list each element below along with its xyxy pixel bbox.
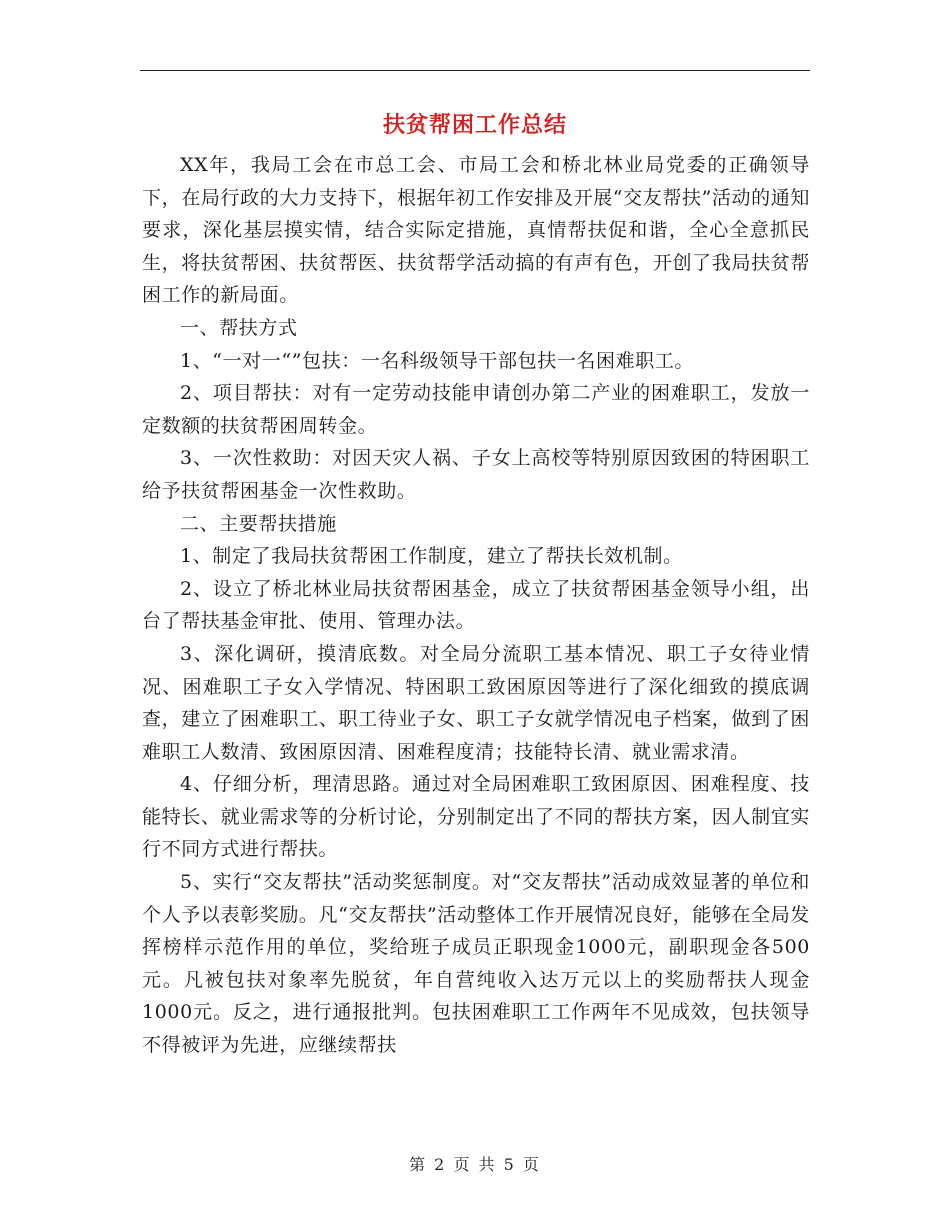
page-number: 第 2 页 共 5 页 <box>409 1155 541 1174</box>
paragraph-2-2: 2、设立了桥北林业局扶贫帮困基金，成立了扶贫帮困基金领导小组，出台了帮扶基金审批、使用、管理办法。 <box>142 577 810 633</box>
paragraph-2-4: 4、仔细分析，理清思路。通过对全局困难职工致困原因、困难程度、技能特长、就业需求等的分析讨论，分别制定出了不同的帮扶方案，因人制宜实行不同方式进行帮扶。 <box>142 773 810 861</box>
paragraph-2-5: 5、实行“交友帮扶”活动奖惩制度。对“交友帮扶”活动成效显著的单位和个人予以表彰奖励。凡“交友帮扶”活动整体工作开展情况良好，能够在全局发挥榜样示范作用的单位，奖给班子成员正职现金1000元，副职现金各500元。凡被包扶对象率先脱贫，年自营纯收入达万元以上的奖励帮扶人现金1000元。反之，进行通报批判。包扶困难职工工作两年不见成效，包扶领导不得被评为先进，应继续帮扶 <box>142 871 810 1057</box>
document-title: 扶贫帮困工作总结 <box>382 112 567 138</box>
paragraph-1-3: 3、一次性救助：对因天灾人祸、子女上高校等特别原因致困的特困职工给予扶贫帮困基金一次性救助。 <box>142 447 810 502</box>
paragraph-1-1: 1、“一对一“”包扶：一名科级领导干部包扶一名困难职工。 <box>180 349 695 372</box>
paragraph-intro: XX年，我局工会在市总工会、市局工会和桥北林业局党委的正确领导下，在局行政的大力支持下，根据年初工作安排及开展“交友帮扶”活动的通知要求，深化基层摸实情，结合实际定措施，真情帮扶促和谐，全心全意抓民生，将扶贫帮困、扶贫帮医、扶贫帮学活动搞的有声有色，开创了我局扶贫帮困工作的新局面。 <box>142 154 810 307</box>
heading-section-1: 一、帮扶方式 <box>180 316 298 339</box>
paragraph-2-3: 3、深化调研，摸清底数。对全局分流职工基本情况、职工子女待业情况、困难职工子女入学情况、特困职工致困原因等进行了深化细致的摸底调查，建立了困难职工、职工待业子女、职工子女就学情况电子档案，做到了困难职工人数清、致困原因清、困难程度清；技能特长清、就业需求清。 <box>142 642 810 763</box>
document-body <box>142 149 810 1062</box>
paragraph-1-2: 2、项目帮扶：对有一定劳动技能申请创办第二产业的困难职工，发放一定数额的扶贫帮困周转金。 <box>142 382 810 437</box>
heading-section-2: 二、主要帮扶措施 <box>180 512 337 535</box>
header-rule <box>140 70 810 71</box>
paragraph-2-1: 1、制定了我局扶贫帮困工作制度，建立了帮扶长效机制。 <box>180 545 683 568</box>
